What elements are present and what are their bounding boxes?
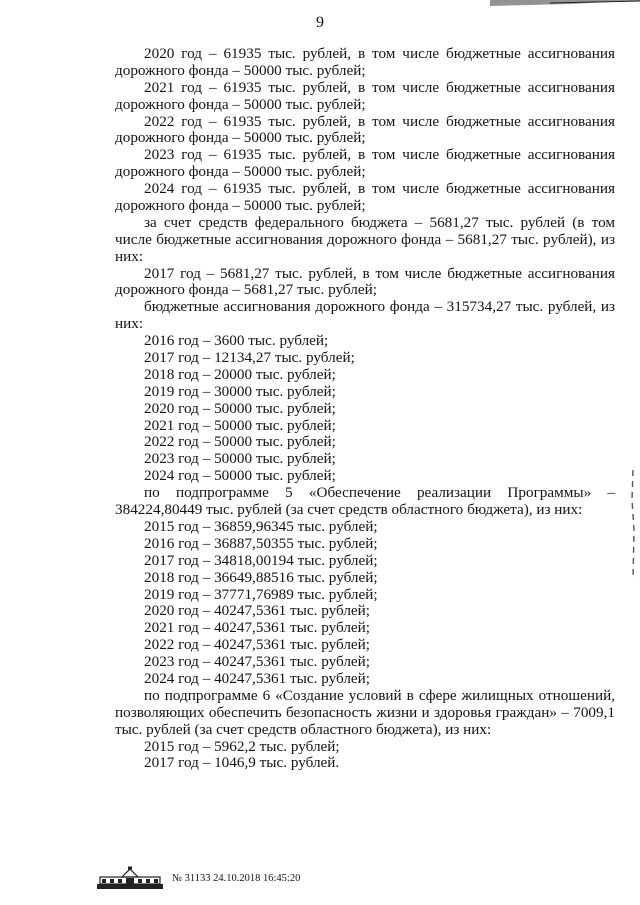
text-line: дорожного фонда – 50000 тыс. рублей; bbox=[115, 61, 366, 79]
text-line: за счет средств федерального бюджета – 5681,27 тыс. рублей (в том bbox=[144, 213, 615, 231]
text-line: дорожного фонда – 50000 тыс. рублей; bbox=[115, 163, 366, 181]
text-line: 2024 год – 61935 тыс. рублей, в том числе бюджетные ассигнования bbox=[144, 180, 615, 198]
text-line: 2022 год – 50000 тыс. рублей; bbox=[144, 433, 336, 451]
text-line: 2018 год – 36649,88516 тыс. рублей; bbox=[144, 568, 378, 586]
scan-side-mark bbox=[630, 470, 636, 580]
text-line: 2022 год – 40247,5361 тыс. рублей; bbox=[144, 636, 371, 654]
text-line: дорожного фонда – 50000 тыс. рублей; bbox=[115, 95, 366, 113]
text-line: 2019 год – 37771,76989 тыс. рублей; bbox=[144, 585, 378, 603]
text-line: 2015 год – 36859,96345 тыс. рублей; bbox=[144, 517, 378, 535]
text-line: числе бюджетные ассигнования дорожного фонда – 5681,27 тыс. рублей), из bbox=[115, 230, 615, 248]
text-line: 2020 год – 50000 тыс. рублей; bbox=[144, 399, 336, 417]
text-line: дорожного фонда – 50000 тыс. рублей; bbox=[115, 129, 366, 147]
text-line: 2017 год – 5681,27 тыс. рублей, в том числе бюджетные ассигнования bbox=[144, 264, 615, 282]
text-line: 2015 год – 5962,2 тыс. рублей; bbox=[144, 737, 340, 755]
text-line: них: bbox=[115, 247, 144, 265]
text-line: по подпрограмме 6 «Создание условий в сфере жилищных отношений, bbox=[144, 686, 615, 704]
text-line: них: bbox=[115, 315, 144, 333]
text-line: 384224,80449 тыс. рублей (за счет средств областного бюджета), из них: bbox=[115, 501, 583, 519]
text-line: дорожного фонда – 5681,27 тыс. рублей; bbox=[115, 281, 377, 299]
document-body bbox=[115, 46, 615, 772]
text-line: 2017 год – 34818,00194 тыс. рублей; bbox=[144, 551, 378, 569]
text-line: 2016 год – 36887,50355 тыс. рублей; bbox=[144, 534, 378, 552]
text-line: 2022 год – 61935 тыс. рублей, в том числе бюджетные ассигнования bbox=[144, 112, 615, 130]
text-line: 2020 год – 61935 тыс. рублей, в том числе бюджетные ассигнования bbox=[144, 45, 615, 62]
text-line: по подпрограмме 5 «Обеспечение реализации Программы» – bbox=[144, 484, 615, 502]
text-line: 2018 год – 20000 тыс. рублей; bbox=[144, 365, 336, 383]
text-line: 2023 год – 50000 тыс. рублей; bbox=[144, 450, 336, 468]
building-logo-icon bbox=[96, 866, 164, 890]
text-line: 2024 год – 40247,5361 тыс. рублей; bbox=[144, 669, 371, 687]
text-line: 2020 год – 40247,5361 тыс. рублей; bbox=[144, 602, 371, 620]
text-line: 2017 год – 12134,27 тыс. рублей; bbox=[144, 349, 355, 367]
scan-edge-mark bbox=[490, 0, 640, 8]
text-line: 2021 год – 50000 тыс. рублей; bbox=[144, 416, 336, 434]
registration-stamp: № 31133 24.10.2018 16:45:20 bbox=[172, 872, 301, 884]
text-line: позволяющих обеспечить безопасность жизни и здоровья граждан» – 7009,1 bbox=[115, 703, 615, 721]
document-footer bbox=[96, 866, 300, 890]
text-line: бюджетные ассигнования дорожного фонда – 315734,27 тыс. рублей, из bbox=[144, 298, 615, 316]
text-line: 2019 год – 30000 тыс. рублей; bbox=[144, 382, 336, 400]
text-line: 2016 год – 3600 тыс. рублей; bbox=[144, 332, 329, 350]
text-line: 2017 год – 1046,9 тыс. рублей. bbox=[144, 754, 340, 772]
text-line: 2021 год – 40247,5361 тыс. рублей; bbox=[144, 619, 371, 637]
text-line: 2023 год – 40247,5361 тыс. рублей; bbox=[144, 653, 371, 671]
text-line: тыс. рублей (за счет средств областного бюджета), из них: bbox=[115, 720, 492, 738]
text-line: дорожного фонда – 50000 тыс. рублей; bbox=[115, 197, 366, 215]
text-line: 2021 год – 61935 тыс. рублей, в том числе бюджетные ассигнования bbox=[144, 78, 615, 96]
text-line: 2023 год – 61935 тыс. рублей, в том числе бюджетные ассигнования bbox=[144, 146, 615, 164]
text-line: 2024 год – 50000 тыс. рублей; bbox=[144, 467, 336, 485]
page-number: 9 bbox=[316, 14, 324, 31]
